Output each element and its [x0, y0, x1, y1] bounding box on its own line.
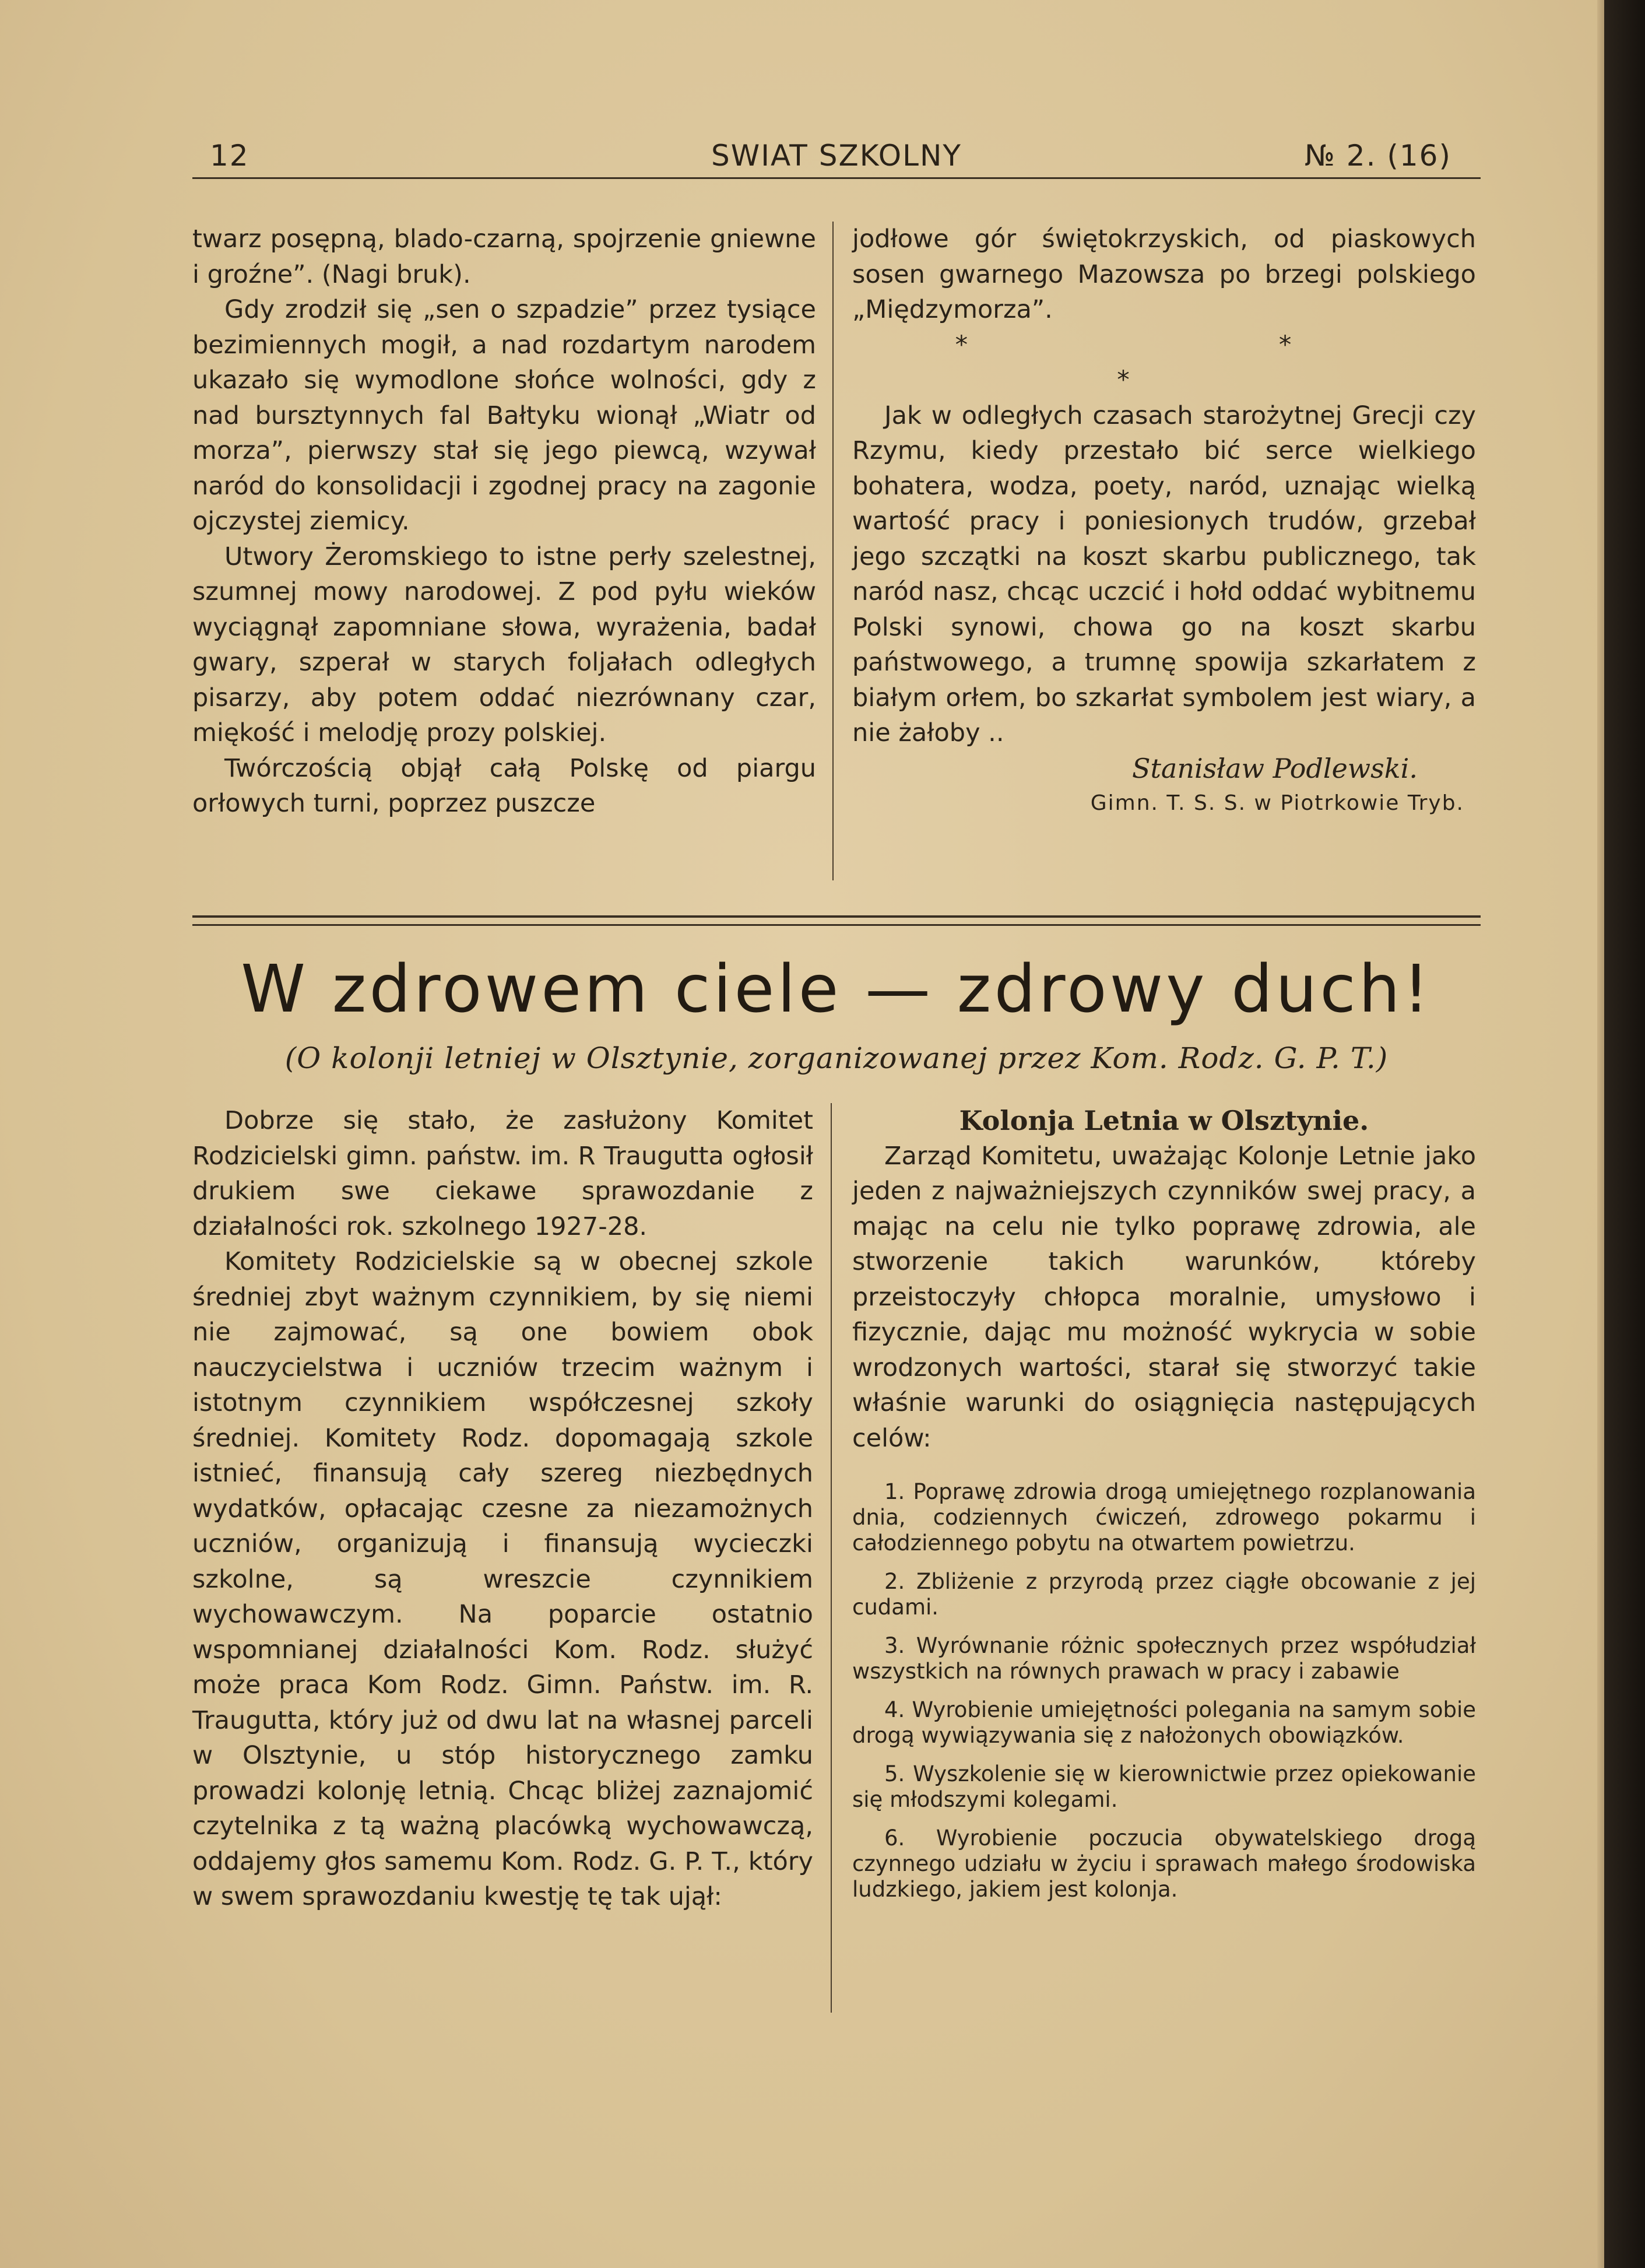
article2-subhead: (O kolonji letniej w Olsztynie, zorganizowanej przez Kom. Rodz. G. P. T.): [284, 1041, 1389, 1075]
author-school: Gimn. T. S. S. w Piotrkowie Tryb.: [1090, 791, 1464, 815]
list-item: 3. Wyrównanie różnic społecznych przez współudział wszystkich na równych prawach w pracy i zabawie: [852, 1633, 1476, 1684]
issue-number: № 2. (16): [1304, 139, 1451, 173]
column-divider: [832, 222, 834, 880]
paragraph: Utwory Żeromskiego to istne perły szelestnej, szumnej mowy narodowej. Z pod pyłu wieków wyciągnął zapomniane słowa, wyrażenia, badał gwary, szperał w starych foljałach odległych pisarzy, aby potem oddać niezrównany czar, miękość i melodję prozy polskiej.: [192, 542, 816, 747]
scan-background: [1604, 0, 1645, 2268]
paragraph: Komitety Rodzicielskie są w obecnej szkole średniej zbyt ważnym czynnikiem, by się niemi nie zajmować, są one bowiem obok nauczycielstwa i uczniów trzecim ważnym i istotnym czynnikiem współczesnej szkoły średniej. Komitety Rodz. dopomagają szkole istnieć, finansują cały szereg niezbędnych wydatków, opłacając czesne za niezamożnych uczniów, organizują i finansują wycieczki szkolne, są wreszcie czynnikiem wychowawczym. Na poparcie ostatnio wspomnianej działalności Kom. Rodz. służyć może praca Kom Rodz. Gimn. Państw. im. R. Traugutta, który już od dwu lat na własnej parceli w Olsztynie, u stóp historycznego zamku prowadzi kolonję letnią. Chcąc bliżej zaznajomić czytelnika z tą ważną placówką wychowawczą, oddajemy głos samemu Kom. Rodz. G. P. T., który w swem sprawozdaniu kwestję tę tak ujął:: [192, 1247, 813, 1911]
page-number: 12: [210, 139, 249, 173]
article1-left-column: [192, 222, 816, 821]
article1-right-column: [852, 222, 1476, 821]
paragraph: Zarząd Komitetu, uważając Kolonje Letnie jako jeden z najważniejszych czynników swej pracy, a mając na celu nie tylko poprawę zdrowia, ale stworzenie takich warunków, któreby przeistoczyły chłopca moralnie, umysłowo i fizycznie, dając mu możność wykrycia w sobie wrodzonych wartości, starał się stworzyć takie właśnie warunki do osiągnięcia następujących celów:: [852, 1141, 1476, 1453]
header-rule: [192, 177, 1481, 179]
paragraph: Gdy zrodził się „sen o szpadzie” przez tysiące bezimiennych mogił, a nad rozdartym narodem ukazało się wymodlone słońce wolności, gdy z nad bursztynnych fal Bałtyku wionął „Wiatr od morza”, pierwszy stał się jego piewcą, wzywał naród do konsolidacji i zgodnej pracy na zagonie ojczystej ziemicy.: [192, 295, 816, 536]
list-item: 1. Poprawę zdrowia drogą umiejętnego rozplanowania dnia, codziennych ćwiczeń, zdrowego pokarmu i całodziennego pobytu na otwartem powietrzu.: [852, 1479, 1476, 1556]
article2-headline: W zdrowem ciele — zdrowy duch!: [241, 952, 1432, 1027]
paragraph: jodłowe gór świętokrzyskich, od piaskowych sosen gwarnego Mazowsza po brzegi polskiego „Międzymorza”.: [852, 224, 1476, 324]
article2-left-column: [192, 1103, 813, 1915]
article2-right-column: [852, 1103, 1476, 1915]
section-title: Kolonja Letnia w Olsztynie.: [959, 1105, 1369, 1136]
section-rule: [192, 924, 1481, 926]
author-signature: Stanisław Podlewski.: [1131, 752, 1418, 784]
list-item: 5. Wyszkolenie się w kierownictwie przez opiekowanie się młodszymi kolegami.: [852, 1761, 1476, 1812]
paragraph: Dobrze się stało, że zasłużony Komitet Rodzicielski gimn. państw. im. R Traugutta ogłosił drukiem swe ciekawe sprawozdanie z działalności rok. szkolnego 1927-28.: [192, 1106, 813, 1241]
list-item: 4. Wyrobienie umiejętności polegania na samym sobie drogą wywiązywania się z nałożonych obowiązków.: [852, 1697, 1476, 1748]
journal-title: SWIAT SZKOLNY: [711, 139, 962, 173]
column-divider: [831, 1103, 832, 2013]
paragraph: twarz posępną, blado-czarną, spojrzenie gniewne i groźne”. (Nagi bruk).: [192, 224, 816, 289]
page-header: [192, 139, 1481, 180]
section-rule: [192, 915, 1481, 918]
list-item: 2. Zbliżenie z przyrodą przez ciągłe obcowanie z jej cudami.: [852, 1569, 1476, 1620]
section-stars: * * *: [955, 330, 1443, 395]
paragraph: Jak w odległych czasach starożytnej Grecji czy Rzymu, kiedy przestało bić serce wielkiego bohatera, wodza, poety, naród, uznając wielką wartość pracy i poniesionych trudów, grzebał jego szczątki na koszt skarbu publicznego, tak naród nasz, chcąc uczcić i hołd oddać wybitnemu Polski synowi, chowa go na koszt skarbu państwowego, a trumnę spowija szkarłatem z białym orłem, bo szkarłat symbolem jest wiary, a nie żałoby ..: [852, 401, 1476, 747]
goals-list: [852, 1479, 1476, 1902]
list-item: 6. Wyrobienie poczucia obywatelskiego drogą czynnego udziału w życiu i sprawach małego środowiska ludzkiego, jakiem jest kolonja.: [852, 1825, 1476, 1902]
paragraph: Twórczością objął całą Polskę od piargu orłowych turni, poprzez puszcze: [192, 753, 816, 818]
